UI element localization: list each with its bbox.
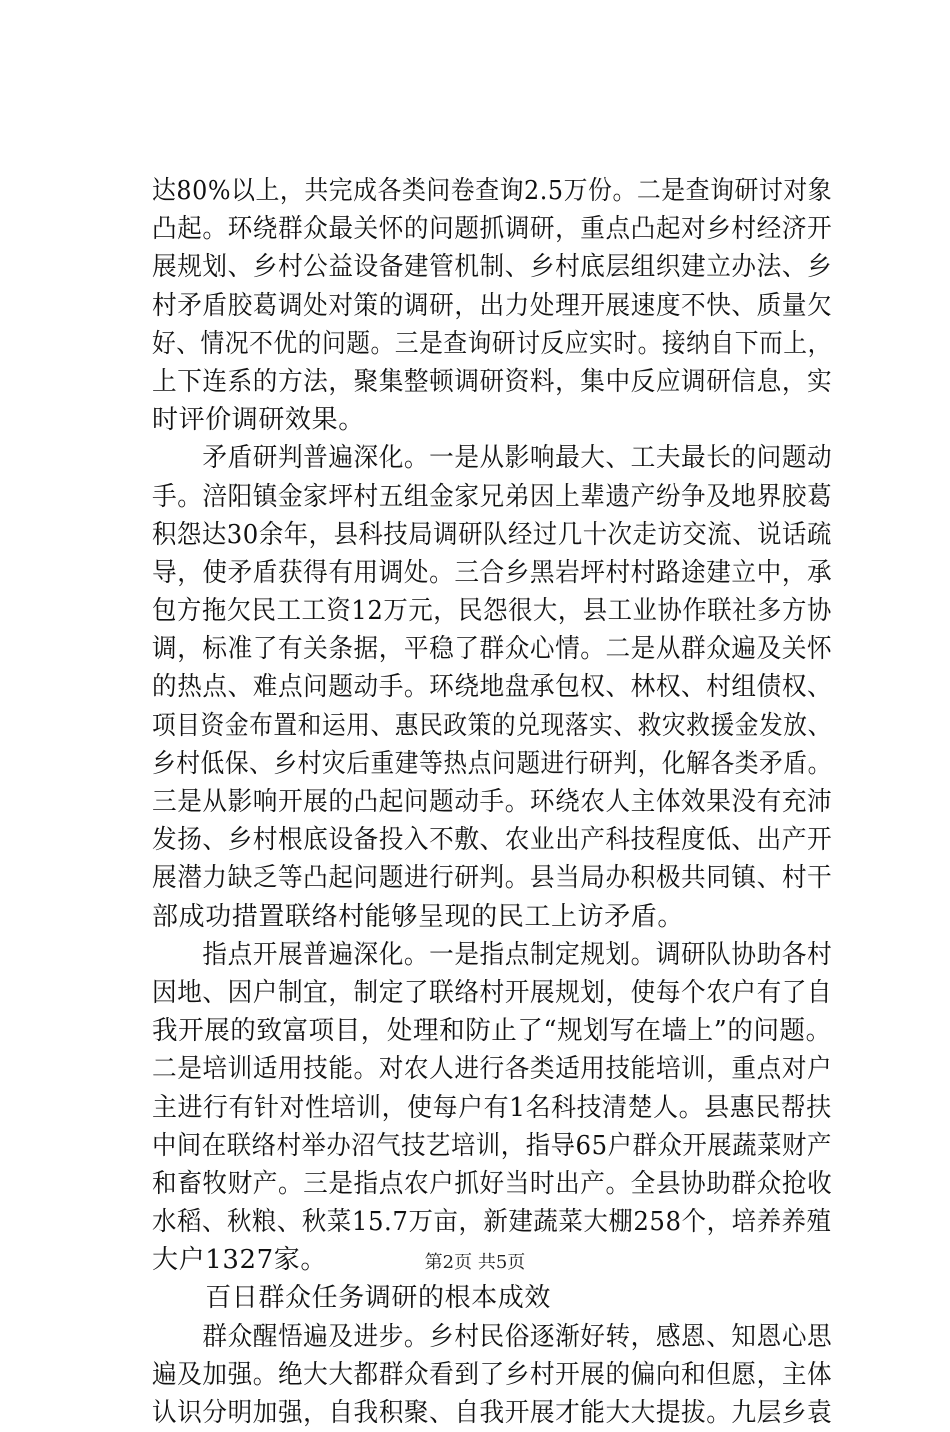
text-line: 的热点、难点问题动手。环绕地盘承包权、林权、村组债权、: [152, 672, 833, 703]
text-line: 认识分明加强，自我积聚、自我开展才能大大提拔。九层乡袁: [152, 1398, 833, 1428]
text-line: 达80%以上，共完成各类问卷查询2.5万份。二是查询研讨对象: [152, 176, 833, 206]
text-line: 时评价调研效果。: [152, 405, 365, 436]
text-line: 乡村低保、乡村灾后重建等热点问题进行研判，化解各类矛盾。: [152, 748, 832, 779]
text-line: 上下连系的方法，聚集整顿调研资料，集中反应调研信息，实: [152, 366, 833, 397]
text-line: 主进行有针对性培训，使每户有1名科技清楚人。县惠民帮扶: [152, 1092, 832, 1123]
text-line: 矛盾研判普遍深化。一是从影响最大、工夫最长的问题动: [152, 443, 833, 474]
text-line: 群众醒悟遍及进步。乡村民俗逐渐好转，感恩、知恩心思: [152, 1321, 833, 1352]
text-line: 包方拖欠民工工资12万元，民怨很大，县工业协作联社多方协: [152, 596, 832, 627]
text-line: 凸起。环绕群众最关怀的问题抓调研，重点凸起对乡村经济开: [152, 214, 833, 245]
text-line: 二是培训适用技能。对农人进行各类适用技能培训，重点对户: [152, 1054, 833, 1085]
text-line: 和畜牧财产。三是指点农户抓好当时出产。全县协助群众抢收: [152, 1168, 833, 1199]
text-line: 项目资金布置和运用、惠民政策的兑现落实、救灾救援金发放、: [152, 710, 832, 741]
text-line: 手。涪阳镇金家坪村五组金家兄弟因上辈遗产纷争及地界胶葛: [152, 481, 833, 512]
text-line: 百日群众任务调研的根本成效: [152, 1283, 552, 1314]
text-line: 积怨达30余年，县科技局调研队经过几十次走访交流、说话疏: [152, 519, 832, 550]
text-line: 我开展的致富项目，处理和防止了“规划写在墙上”的问题。: [152, 1016, 832, 1047]
text-line: 展潜力缺乏等凸起问题进行研判。县当局办积极共同镇、村干: [152, 863, 833, 894]
text-line: 部成功措置联络村能够呈现的民工上访矛盾。: [152, 901, 685, 932]
text-line: 展规划、乡村公益设备建管机制、乡村底层组织建立办法、乡: [152, 252, 833, 283]
text-line: 大户1327家。: [152, 1245, 327, 1276]
text-line: 因地、因户制宜，制定了联络村开展规划，使每个农户有了自: [152, 977, 833, 1008]
text-line: 遍及加强。绝大大都群众看到了乡村开展的偏向和但愿，主体: [152, 1359, 833, 1390]
text-line: 水稻、秋粮、秋菜15.7万亩，新建蔬菜大棚258个，培养养殖: [152, 1207, 832, 1238]
text-line: 好、情况不优的问题。三是查询研讨反应实时。接纳自下而上，: [152, 328, 832, 359]
text-line: 指点开展普遍深化。一是指点制定规划。调研队协助各村: [152, 939, 833, 970]
document-body: [152, 172, 832, 1432]
page-footer: 第2页 共5页: [424, 1252, 526, 1273]
text-line: 中间在联络村举办沼气技艺培训，指导65户群众开展蔬菜财产: [152, 1130, 832, 1161]
text-line: 村矛盾胶葛调处对策的调研，出力处理开展速度不快、质量欠: [152, 290, 833, 321]
text-line: 发扬、乡村根底设备投入不敷、农业出产科技程度低、出产开: [152, 825, 833, 856]
text-line: 调，标准了有关条据，平稳了群众心情。二是从群众遍及关怀: [152, 634, 833, 665]
text-line: 三是从影响开展的凸起问题动手。环绕农人主体效果没有充沛: [152, 787, 833, 817]
text-line: 导，使矛盾获得有用调处。三合乡黑岩坪村村路途建立中，承: [152, 557, 833, 588]
